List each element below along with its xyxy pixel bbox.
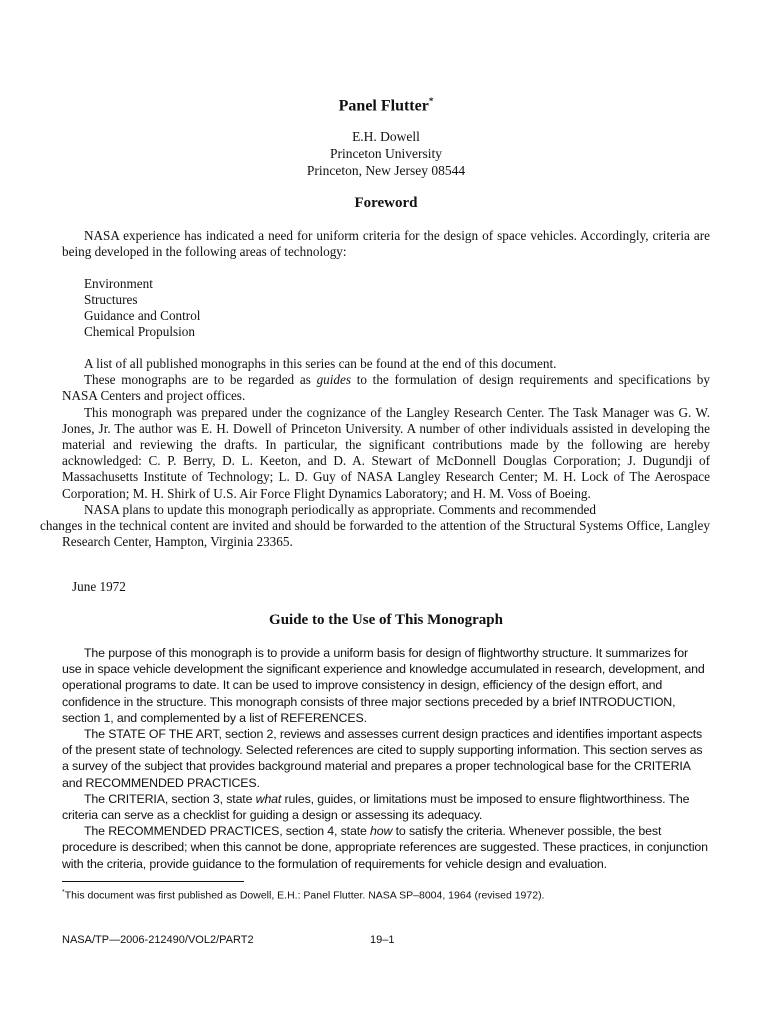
- document-title: [62, 90, 710, 117]
- author-address: Princeton, New Jersey 08544: [306, 163, 466, 178]
- foreword-body: [40, 356, 710, 550]
- guide-body: [62, 645, 710, 872]
- foreword-list-paragraph: A list of all published monographs in this series can be found at the end of this document.: [84, 356, 557, 371]
- text-run: changes in the technical content are invited and should be forwarded to the attention of the Structural Systems Office, Langley Research Center, Hampton, Virginia 23365.: [40, 518, 710, 550]
- foreword-update-paragraph: [40, 501, 710, 551]
- guide-paragraph-2: The STATE OF THE ART, section 2, reviews and assesses current design practices and identifies important aspects of the present state of technology. Selected references are cited to supply supporting information. This section serves as a survey of the subject that provides background material and prepares a proper technological base for the CRITERIA and RECOMMENDED PRACTICES.: [62, 727, 703, 790]
- author-name: E.H. Dowell: [352, 129, 420, 144]
- emphasis-what: what: [255, 791, 282, 806]
- area-item: Environment: [84, 276, 153, 291]
- foreword-prepared-paragraph: This monograph was prepared under the cognizance of the Langley Research Center. The Task Manager was G. W. Jones, Jr. The author was E. H. Dowell of Princeton University. A number of other individuals assisted in developing the material and reviewing the drafts. In particular, the significant contributions made by the following are hereby acknowledged: C. P. Berry, D. L. Keeton, and D. A. Stewart of McDonnell Douglas Corporation; J. Dugundji of Massachusetts Institute of Technology; L. D. Guy of NASA Langley Research Center; M. H. Lock of The Aerospace Corporation; M. H. Shirk of U.S. Air Force Flight Dynamics Laboratory; and H. M. Voss of Boeing.: [62, 404, 710, 501]
- text-run: to satisfy the criteria. Whenever possible, the best procedure is described; when this cannot be done, appropriate references are suggested. These practices, in conjunction with the criteria, provide guidance to the formulation of requirements for vehicle design and evaluation.: [62, 824, 708, 871]
- text-run: These monographs are to be regarded as: [84, 372, 317, 388]
- footnote-mark: *: [62, 889, 65, 896]
- text-run: NASA plans to update this monograph periodically as appropriate. Comments and recommended: [84, 501, 597, 517]
- foreword-guides-paragraph: [62, 372, 710, 404]
- footnote-text: This document was first published as Dowell, E.H.: Panel Flutter. NASA SP–8004, 1964 (revised 1972).: [64, 889, 545, 902]
- author-affiliation: Princeton University: [329, 146, 443, 161]
- area-item: Guidance and Control: [84, 308, 201, 323]
- title-text: Panel Flutter: [338, 97, 429, 115]
- author-block: [62, 128, 710, 179]
- report-number: NASA/TP—2006-212490/VOL2/PART2: [62, 934, 254, 946]
- guide-heading: Guide to the Use of This Monograph: [269, 612, 503, 628]
- title-footnote-mark: *: [428, 96, 434, 106]
- emphasis-guides: guides: [316, 372, 351, 388]
- technology-areas-list: [84, 276, 484, 340]
- text-run: to the formulation of design requirements and specifications by NASA Centers and project offices.: [62, 372, 710, 404]
- text-run: The CRITERIA, section 3, state: [84, 791, 256, 806]
- foreword-intro: [62, 228, 710, 260]
- foreword-heading: Foreword: [354, 195, 418, 211]
- text-run: rules, guides, or limitations must be imposed to ensure flightworthiness. The criteria can serve as a checklist for guiding a design or assessing its adequacy.: [62, 791, 690, 823]
- page-number: 19–1: [370, 934, 395, 946]
- emphasis-how: how: [370, 824, 393, 839]
- guide-paragraph-1: The purpose of this monograph is to provide a uniform basis for design of flightworthy structure. It summarizes for use in space vehicle development the significant experience and knowledge accumulated in research, development, and operational programs to date. It can be used to improve consistency in design, efficiency of the design effort, and confidence in the structure. This monograph consists of three major sections preceded by a brief INTRODUCTION, section 1, and complemented by a list of REFERENCES.: [62, 646, 705, 725]
- foreword-intro-paragraph: NASA experience has indicated a need for uniform criteria for the design of space vehicles. Accordingly, criteria are being developed in the following areas of technology:: [62, 228, 710, 260]
- guide-paragraph-4: [62, 823, 710, 872]
- area-item: Structures: [84, 292, 138, 307]
- footnote-divider: [62, 881, 244, 882]
- guide-paragraph-3: [62, 791, 710, 823]
- text-run: The RECOMMENDED PRACTICES, section 4, state: [84, 824, 371, 839]
- foreword-date: June 1972: [72, 579, 126, 594]
- area-item: Chemical Propulsion: [84, 324, 195, 339]
- footnote: [62, 886, 710, 903]
